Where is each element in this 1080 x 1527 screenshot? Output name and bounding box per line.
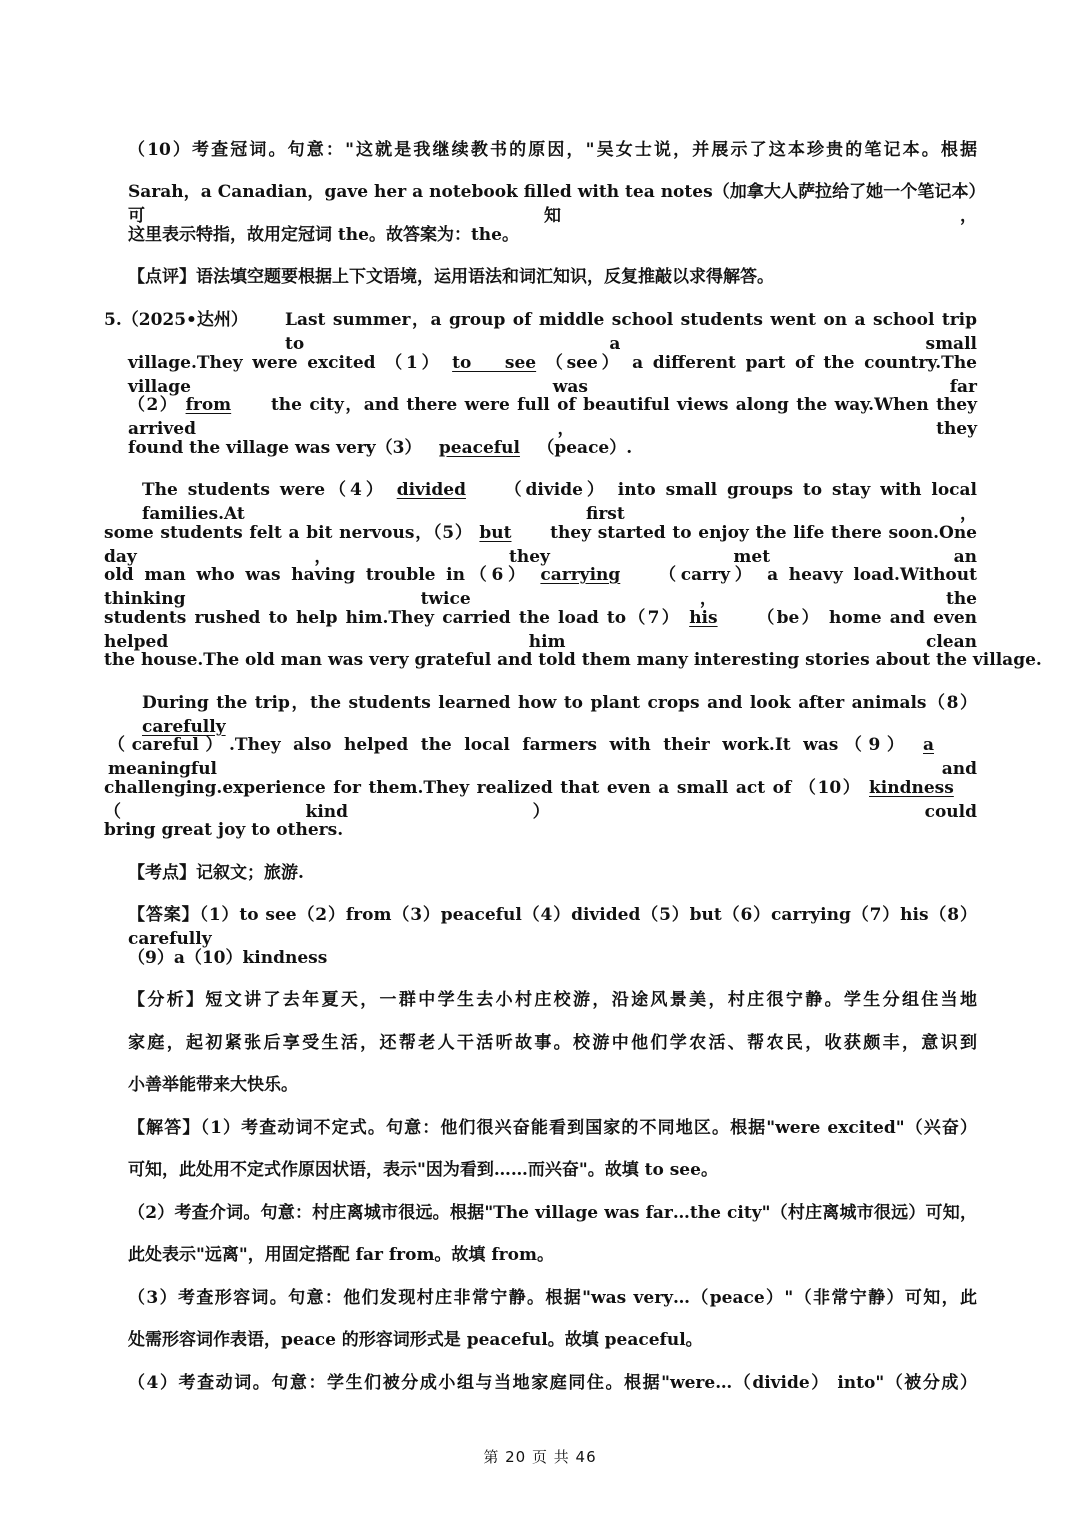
- q4-explanation-10-line1: （10）考查冠词。句意："这就是我继续教书的原因，"吴女士说，并展示了这本珍贵的笔记本。根据: [128, 140, 977, 160]
- blank-1-answer: to see: [452, 353, 537, 373]
- q4-explanation-10-line2: Sarah，a Canadian，gave her a notebook filled with tea notes（加拿大人萨拉给了她一个笔记本）可知，: [128, 182, 977, 226]
- passage-p2-line3: old man who was having trouble in（6） carrying （carry） a heavy load.Without thinking twice，the: [104, 565, 977, 609]
- page-footer: 第 20 页 共 46: [483, 1448, 597, 1466]
- passage-p3-line1: During the trip，the students learned how to plant crops and look after animals（8） carefully: [142, 693, 977, 737]
- q5-solution-3-line1: （3）考查形容词。句意：他们发现村庄非常宁静。根据"was very…（peace）"（非常宁静）可知，此: [128, 1288, 977, 1308]
- passage-p2-line4: students rushed to help him.They carried the load to（7） his （be） home and even helped him clean: [104, 608, 978, 652]
- blank-6-answer: carrying: [540, 565, 621, 585]
- solution-1-text: （1）考查动词不定式。句意：他们很兴奋能看到国家的不同地区。根据"were excited"（兴奋）: [200, 1118, 978, 1138]
- q5-solution-1-line1: [128, 1116, 977, 1140]
- blank-4-answer: divided: [396, 480, 466, 500]
- question-number: 5.（2025•达州）: [104, 310, 248, 330]
- passage-p1-line3: （2） from the city，and there were full of beautiful views along the way.When they arrived，they: [128, 395, 977, 439]
- answer-tag: 【答案】: [128, 905, 200, 925]
- q5-solution-3-line2: 处需形容词作表语，peace 的形容词形式是 peaceful。故填 peaceful。: [128, 1330, 703, 1350]
- passage-p2-line5: the house.The old man was very grateful and told them many interesting stories about the village.: [104, 650, 1042, 670]
- comment-tag: 【点评】: [128, 267, 196, 287]
- blank-2-answer: from: [185, 395, 232, 415]
- passage-p3-line3: challenging.experience for them.They realized that even a small act of （10） kindness （kind） could: [104, 778, 977, 822]
- q5-solution-1-line2: 可知，此处用不定式作原因状语，表示"因为看到……而兴奋"。故填 to see。: [128, 1160, 718, 1180]
- blank-3-answer: peaceful: [438, 438, 520, 458]
- q5-solution-4-line1: （4）考查动词。句意：学生们被分成小组与当地家庭同住。根据"were…（divide） into"（被分成）: [128, 1373, 977, 1393]
- q5-analysis-line3: 小善举能带来大快乐。: [128, 1075, 298, 1095]
- blank-7-answer: his: [689, 608, 718, 628]
- passage-p2-line2: some students felt a bit nervous，（5） but they started to enjoy the life there soon.One day，they met an: [104, 523, 977, 567]
- blank-8-answer: carefully: [142, 717, 226, 737]
- kaodian-tag: 【考点】: [128, 863, 196, 883]
- blank-5-answer: but: [479, 523, 512, 543]
- q4-comment: [128, 265, 774, 289]
- analysis-text: 短文讲了去年夏天，一群中学生去小村庄校游，沿途风景美，村庄很宁静。学生分组住当地: [205, 990, 978, 1010]
- q5-answer-line2: （9）a（10）kindness: [128, 948, 328, 968]
- q5-analysis-line2: 家庭，起初紧张后享受生活，还帮老人干活听故事。校游中他们学农活、帮农民，收获颇丰，意识到: [128, 1033, 977, 1053]
- analysis-tag: 【分析】: [128, 990, 206, 1010]
- answer-text: （1）to see（2）from（3）peaceful（4）divided（5）but（6）carrying（7）his（8）carefully: [128, 905, 977, 949]
- q5-analysis-line1: [128, 988, 977, 1012]
- passage-p3-line4: bring great joy to others.: [104, 820, 344, 840]
- passage-p1-line4: found the village was very（3） peaceful （peace）.: [128, 438, 633, 458]
- comment-text: 语法填空题要根据上下文语境，运用语法和词汇知识，反复推敲以求得解答。: [196, 267, 774, 287]
- passage-p1-line2: village.They were excited （1） to see （see） a different part of the country.The village was far: [128, 353, 977, 397]
- kaodian-text: 记叙文；旅游.: [196, 863, 304, 883]
- q5-solution-2-line2: 此处表示"远离"，用固定搭配 far from。故填 from。: [128, 1245, 554, 1265]
- blank-10-answer: kindness: [869, 778, 954, 798]
- q5-solution-2-line1: （2）考查介词。句意：村庄离城市很远。根据"The village was far…the city"（村庄离城市很远）可知，: [128, 1203, 977, 1223]
- q4-explanation-10-line3: 这里表示特指，故用定冠词 the。故答案为：the。: [128, 225, 519, 245]
- blank-9-answer: a: [923, 735, 935, 755]
- passage-p3-line2: （careful）.They also helped the local farmers with their work.It was（9） a meaningful and: [108, 735, 977, 779]
- solution-tag: 【解答】: [128, 1118, 201, 1138]
- q5-kaodian: [128, 861, 304, 885]
- q5-answer-line1: [128, 903, 977, 951]
- passage-p2-line1: The students were（4） divided （divide） into small groups to stay with local families.At first，: [142, 480, 978, 524]
- passage-p1-line1: Last summer，a group of middle school students went on a school trip to a small: [285, 310, 977, 354]
